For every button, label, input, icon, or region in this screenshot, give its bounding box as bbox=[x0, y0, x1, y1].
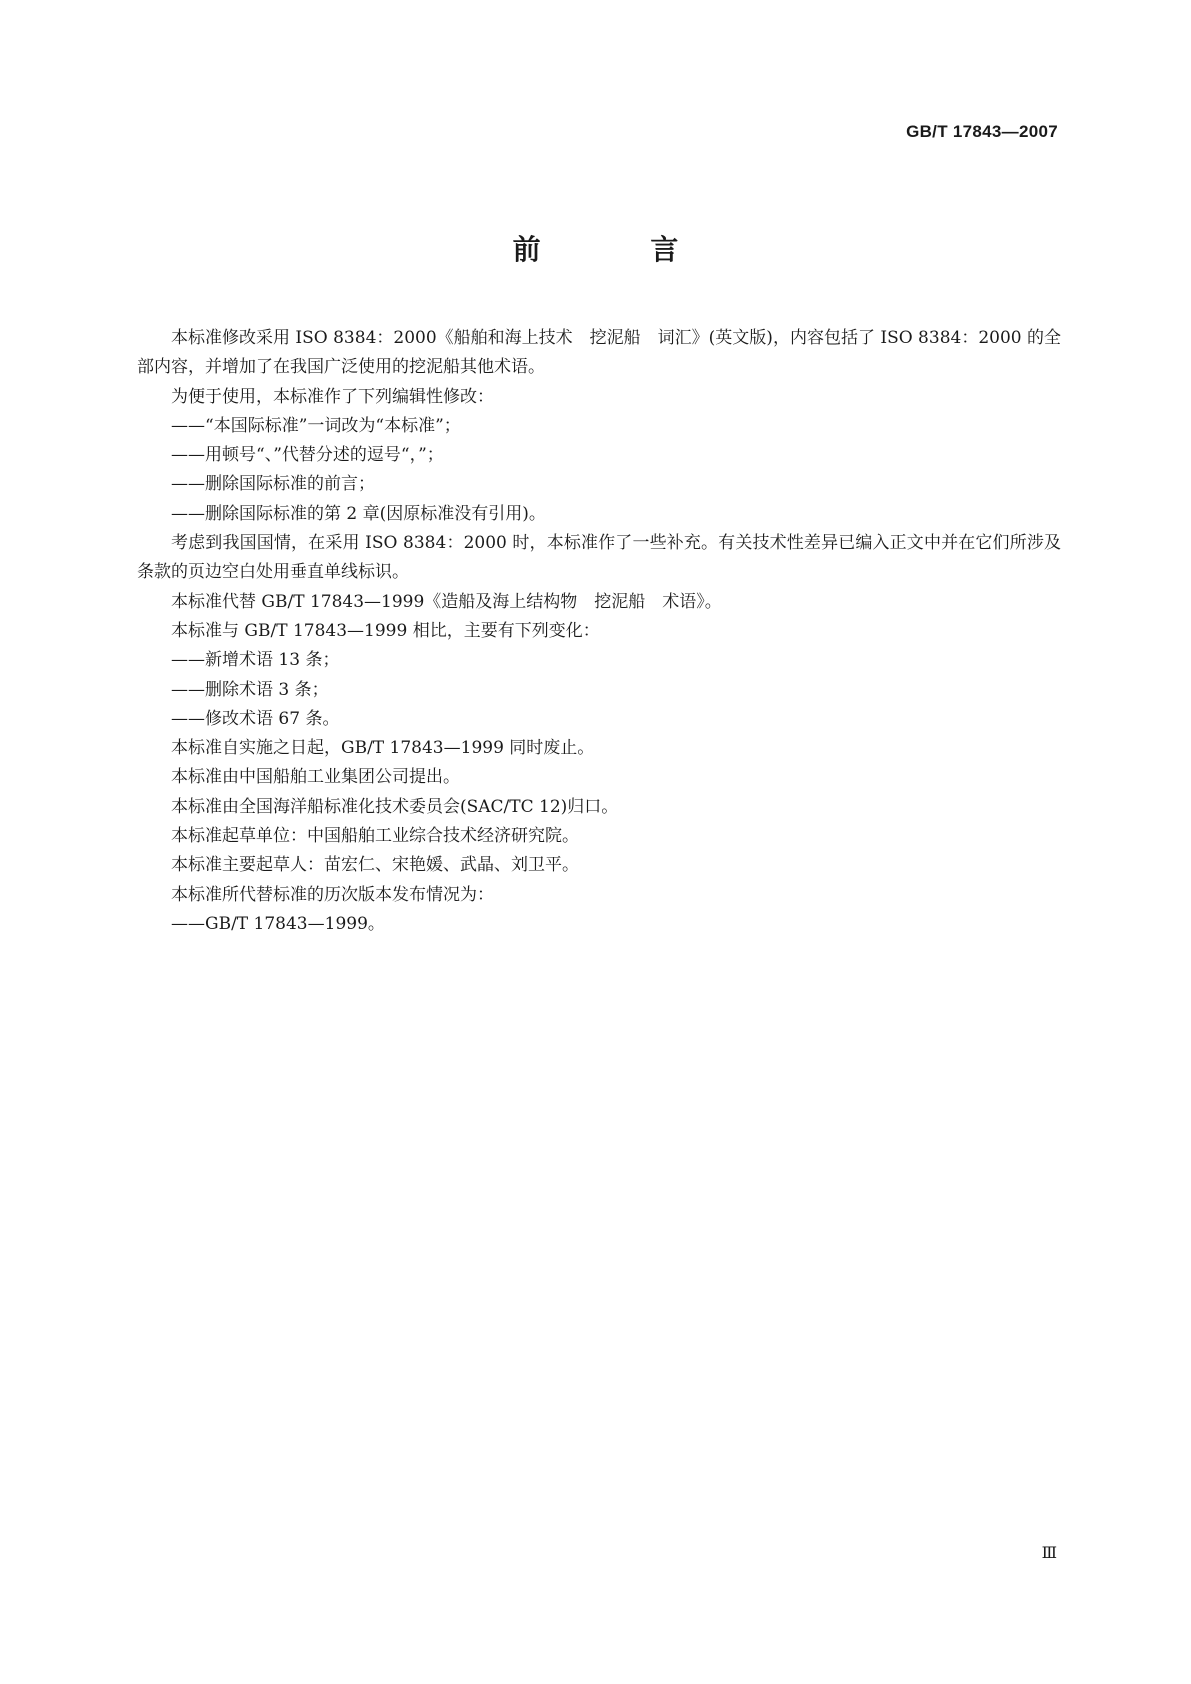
paragraph: 本标准所代替标准的历次版本发布情况为： bbox=[171, 884, 494, 905]
list-item: ——删除术语 3 条； bbox=[171, 679, 329, 700]
paragraph: 本标准主要起草人：苗宏仁、宋艳媛、武晶、刘卫平。 bbox=[171, 855, 579, 876]
page-title: 前 言 bbox=[512, 233, 729, 266]
paragraph: 本标准修改采用 ISO 8384：2000《船舶和海上技术 挖泥船 词汇》(英文版)，内容包括了 ISO 8384：2000 的全部内容，并增加了在我国广泛使用的挖泥船其他术语。 bbox=[137, 328, 1061, 378]
paragraph: 考虑到我国国情，在采用 ISO 8384：2000 时，本标准作了一些补充。有关技术性差异已编入正文中并在它们所涉及条款的页边空白处用垂直单线标识。 bbox=[137, 533, 1061, 583]
paragraph: 本标准由中国船舶工业集团公司提出。 bbox=[171, 767, 460, 788]
paragraph: 本标准起草单位：中国船舶工业综合技术经济研究院。 bbox=[171, 826, 579, 847]
standard-code: GB/T 17843—2007 bbox=[906, 122, 1058, 141]
list-item: ——“本国际标准”一词改为“本标准”； bbox=[171, 415, 461, 436]
list-item: ——删除国际标准的第 2 章(因原标准没有引用)。 bbox=[171, 503, 546, 524]
list-item: ——GB/T 17843—1999。 bbox=[171, 913, 385, 934]
list-item: ——用顿号“、”代替分述的逗号“，”； bbox=[171, 445, 444, 466]
paragraph: 本标准代替 GB/T 17843—1999《造船及海上结构物 挖泥船 术语》。 bbox=[171, 591, 722, 612]
list-item: ——修改术语 67 条。 bbox=[171, 708, 340, 729]
list-item: ——新增术语 13 条； bbox=[171, 650, 340, 671]
paragraph: 本标准由全国海洋船标准化技术委员会(SAC/TC 12)归口。 bbox=[171, 796, 619, 817]
paragraph: 本标准与 GB/T 17843—1999 相比，主要有下列变化： bbox=[171, 620, 600, 641]
list-item: ——删除国际标准的前言； bbox=[171, 474, 375, 495]
paragraph: 为便于使用，本标准作了下列编辑性修改： bbox=[171, 386, 494, 407]
page-number: Ⅲ bbox=[1041, 1543, 1056, 1562]
paragraph: 本标准自实施之日起，GB/T 17843—1999 同时废止。 bbox=[171, 738, 595, 759]
document-body bbox=[137, 324, 1061, 939]
